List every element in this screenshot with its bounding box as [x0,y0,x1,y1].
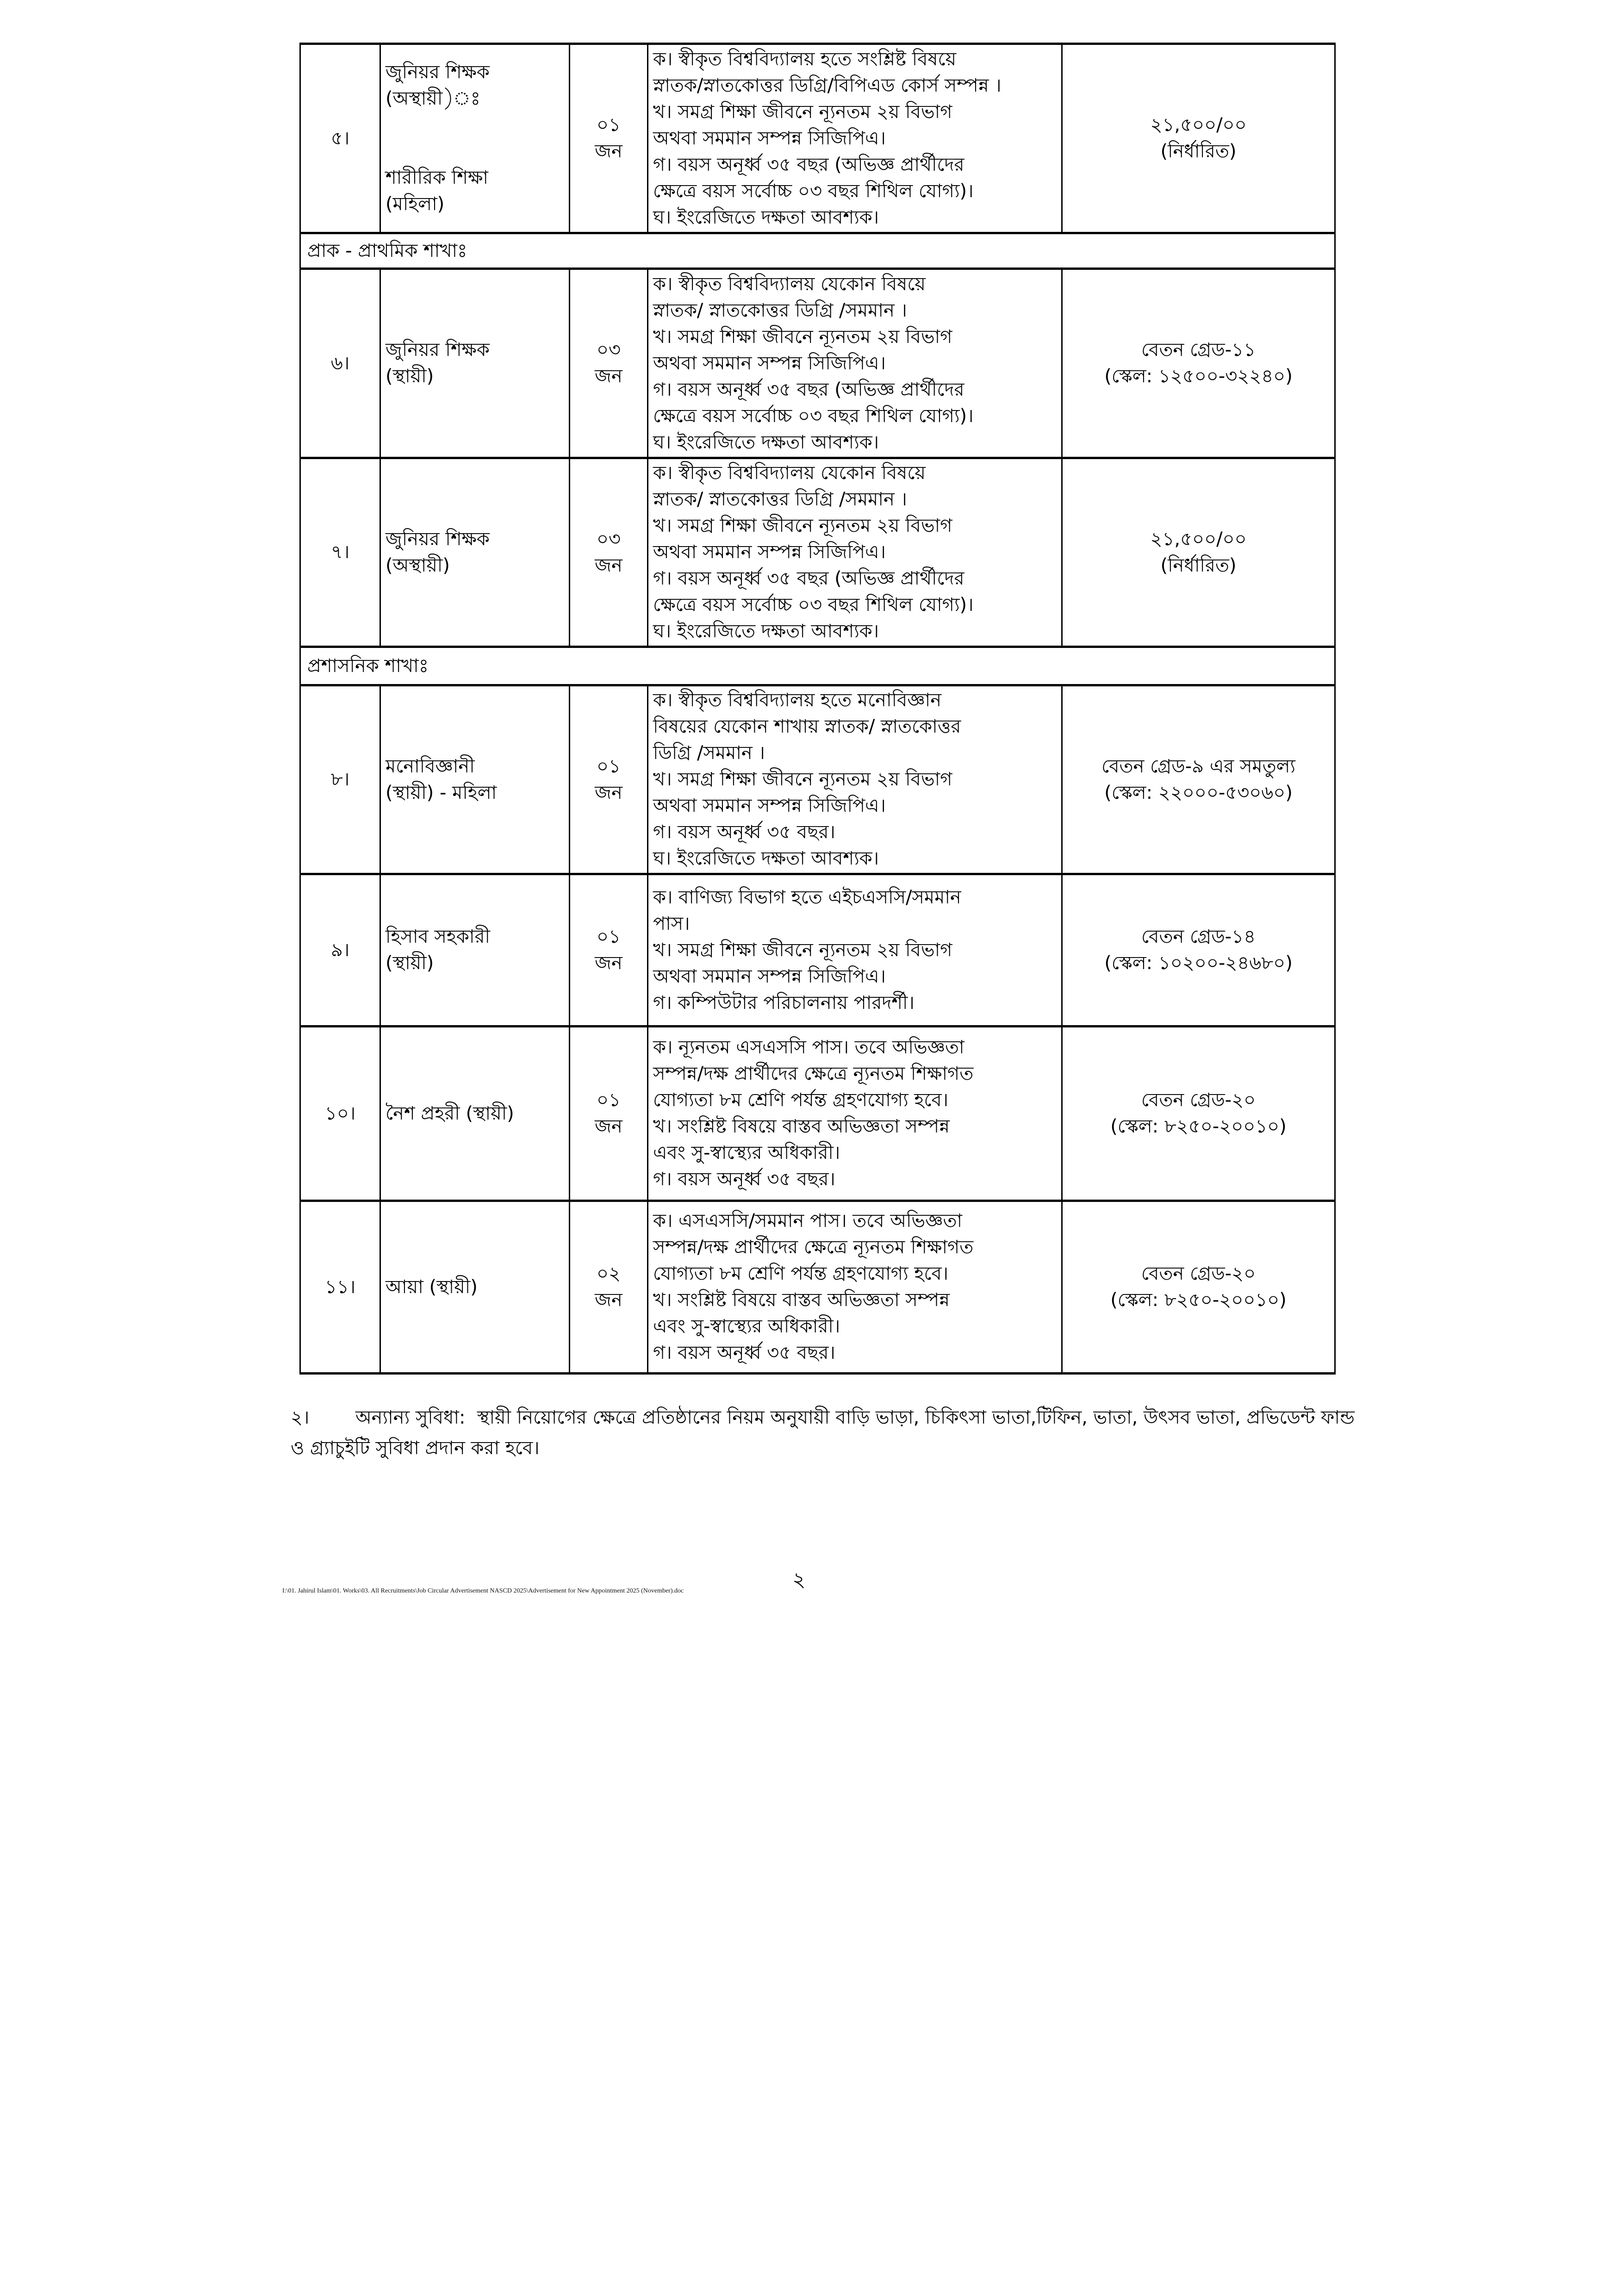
post-name-line: হিসাব সহকারী [386,926,490,947]
post-name-line: শারীরিক শিক্ষা [386,167,488,188]
pay-scale: (স্কেল: ১০২০০-২৪৬৮০) [1104,952,1293,974]
serial-number: ৭। [300,458,380,647]
post-name-line: (অস্থায়ী)ঃ [386,88,480,109]
requirement-line: ক্ষেত্রে বয়স সর্বোচ্চ ০৩ বছর শিথিল যোগ্য)। [653,405,974,427]
requirements-cell [648,269,1062,458]
requirements-cell [648,1027,1062,1201]
requirement-line: গ। বয়স অনূর্ধ্ব ৩৫ বছর (অভিজ্ঞ প্রার্থীদের [653,154,964,175]
vacancy-count-cell [570,44,648,233]
requirement-line: ক্ষেত্রে বয়স সর্বোচ্চ ০৩ বছর শিথিল যোগ্য)। [653,180,974,202]
serial-number: ১১। [300,1201,380,1374]
pay-scale-cell [1062,1201,1335,1374]
requirement-line: স্নাতক/স্নাতকোত্তর ডিগ্রি/বিপিএড কোর্স সম্পন্ন । [653,75,1002,96]
vacancy-count: ০১ [597,755,621,777]
requirement-line: অথবা সমমান সম্পন্ন সিজিপিএ। [653,795,886,816]
benefits-heading: অন্যান্য সুবিধা: [355,1407,466,1428]
vacancy-unit: জন [595,952,622,974]
requirement-line: ঘ। ইংরেজিতে দক্ষতা আবশ্যক। [653,431,879,453]
requirement-line: গ। বয়স অনূর্ধ্ব ৩৫ বছর। [653,1342,835,1363]
requirement-line: বিষয়ের যেকোন শাখায় স্নাতক/ স্নাতকোত্তর [653,716,961,737]
vacancy-count: ০১ [597,926,621,947]
requirement-line: এবং সু-স্বাস্থ্যের অধিকারী। [653,1142,840,1164]
requirement-line: সম্পন্ন/দক্ষ প্রার্থীদের ক্ষেত্রে ন্যূনতম শিক্ষাগত [653,1063,974,1084]
requirements-cell [648,874,1062,1027]
post-name-line: (স্থায়ী) [386,366,434,387]
post-name-line: (স্থায়ী) - মহিলা [386,782,497,803]
requirement-line: গ। বয়স অনূর্ধ্ব ৩৫ বছর। [653,1169,835,1190]
section-header-label: প্রশাসনিক শাখাঃ [300,647,1335,685]
pay-grade: ২১,৫০০/০০ [1150,528,1247,550]
table-row [300,269,1335,458]
requirement-line: খ। সমগ্র শিক্ষা জীবনে ন্যূনতম ২য় বিভাগ [653,769,952,790]
requirement-line: গ। বয়স অনূর্ধ্ব ৩৫ বছর। [653,821,835,843]
serial-number: ৬। [300,269,380,458]
pay-scale-cell [1062,874,1335,1027]
vacancy-count: ০১ [597,114,621,136]
requirement-line: এবং সু-স্বাস্থ্যের অধিকারী। [653,1316,840,1337]
post-name-line: (অস্থায়ী) [386,554,450,576]
job-vacancy-table [299,43,1336,1375]
requirement-line: ক। এসএসসি/সমমান পাস। তবে অভিজ্ঞতা [653,1210,963,1232]
serial-number: ৯। [300,874,380,1027]
requirement-line: ক। স্বীকৃত বিশ্ববিদ্যালয় হতে মনোবিজ্ঞান [653,690,942,711]
requirement-line: সম্পন্ন/দক্ষ প্রার্থীদের ক্ষেত্রে ন্যূনতম শিক্ষাগত [653,1237,974,1258]
pay-grade: ২১,৫০০/০০ [1150,114,1247,136]
table-row [300,685,1335,874]
requirement-line: যোগ্যতা ৮ম শ্রেণি পর্যন্ত গ্রহণযোগ্য হবে। [653,1263,949,1284]
pay-grade: বেতন গ্রেড-২০ [1141,1089,1256,1111]
requirement-line: খ। সংশ্লিষ্ট বিষয়ে বাস্তব অভিজ্ঞতা সম্পন্ন [653,1116,950,1137]
benefits-number: ২। [291,1407,310,1428]
requirement-line: অথবা সমমান সম্পন্ন সিজিপিএ। [653,352,886,374]
requirement-line: ডিগ্রি /সমমান । [653,742,765,764]
post-name-line: মনোবিজ্ঞানী [386,755,475,777]
file-path-footer: I:\01. Jahirul Islam\01. Works\03. All Recruitments\Job Circular Advertisement NASCD 2025\Advertisement for New Appointment 2025 (November).doc [282,1587,684,1594]
vacancy-count-cell [570,685,648,874]
pay-scale: (স্কেল: ১২৫০০-৩২২৪০) [1104,366,1293,387]
vacancy-unit: জন [595,554,622,576]
vacancy-unit: জন [595,141,622,162]
post-name-cell [380,44,570,233]
requirement-line: খ। সমগ্র শিক্ষা জীবনে ন্যূনতম ২য় বিভাগ [653,101,952,123]
pay-grade: বেতন গ্রেড-১৪ [1141,926,1256,947]
post-name-line: (মহিলা) [386,193,445,215]
section-header-label: প্রাক - প্রাথমিক শাখাঃ [300,233,1335,269]
requirement-line: খ। সমগ্র শিক্ষা জীবনে ন্যূনতম ২য় বিভাগ [653,515,952,536]
serial-number: ৫। [300,44,380,233]
requirements-cell [648,44,1062,233]
post-name-line: (স্থায়ী) [386,952,434,974]
vacancy-unit: জন [595,1289,622,1311]
table-row [300,1027,1335,1201]
requirement-line: গ। কম্পিউটার পরিচালনায় পারদর্শী। [653,992,915,1014]
requirement-line: ক। স্বীকৃত বিশ্ববিদ্যালয় যেকোন বিষয়ে [653,273,926,295]
requirement-line: গ। বয়স অনূর্ধ্ব ৩৫ বছর (অভিজ্ঞ প্রার্থীদের [653,379,964,400]
requirement-line: খ। সমগ্র শিক্ষা জীবনে ন্যূনতম ২য় বিভাগ [653,326,952,348]
page-number: ২ [792,1568,806,1592]
requirement-line: ক। স্বীকৃত বিশ্ববিদ্যালয় হতে সংশ্লিষ্ট বিষয়ে [653,48,957,70]
section-header-row [300,233,1335,269]
requirement-line: গ। বয়স অনূর্ধ্ব ৩৫ বছর (অভিজ্ঞ প্রার্থীদের [653,568,964,589]
pay-scale: (স্কেল: ৮২৫০-২০০১০) [1110,1289,1287,1311]
serial-number: ৮। [300,685,380,874]
requirement-line: ক। স্বীকৃত বিশ্ববিদ্যালয় যেকোন বিষয়ে [653,462,926,484]
requirement-line: ক। ন্যূনতম এসএসসি পাস। তবে অভিজ্ঞতা [653,1037,964,1058]
requirement-line: অথবা সমমান সম্পন্ন সিজিপিএ। [653,541,886,563]
vacancy-unit: জন [595,782,622,803]
requirement-line: স্নাতক/ স্নাতকোত্তর ডিগ্রি /সমমান । [653,489,907,510]
benefits-text: স্থায়ী নিয়োগের ক্ষেত্রে প্রতিষ্ঠানের নিয়ম অনুযায়ী বাড়ি ভাড়া, চিকিৎসা ভাতা,টিফিন, ভাতা, উৎসব ভাতা, প্রভিডেন্ট ফান্ড ও গ্র্যাচুইটি সুবিধা প্রদান করা হবে। [291,1407,1355,1459]
vacancy-count: ০৩ [596,528,621,550]
benefits-paragraph [291,1402,1355,1463]
requirement-line: স্নাতক/ স্নাতকোত্তর ডিগ্রি /সমমান । [653,299,907,321]
table-row [300,458,1335,647]
requirement-line: যোগ্যতা ৮ম শ্রেণি পর্যন্ত গ্রহণযোগ্য হবে। [653,1089,949,1111]
table-row [300,44,1335,233]
requirement-line: খ। সংশ্লিষ্ট বিষয়ে বাস্তব অভিজ্ঞতা সম্পন্ন [653,1289,950,1311]
post-name-cell [380,874,570,1027]
pay-scale-cell [1062,269,1335,458]
post-name-line: জুনিয়র শিক্ষক [386,62,490,83]
requirement-line: ক্ষেত্রে বয়স সর্বোচ্চ ০৩ বছর শিথিল যোগ্য)। [653,594,974,616]
post-name-cell [380,269,570,458]
vacancy-count: ০২ [596,1263,621,1284]
post-name-cell [380,1201,570,1374]
post-name-line: আয়া (স্থায়ী) [386,1276,478,1298]
post-name-cell [380,685,570,874]
requirement-line: অথবা সমমান সম্পন্ন সিজিপিএ। [653,127,886,149]
post-name-line: জুনিয়র শিক্ষক [386,528,490,550]
pay-scale: (নির্ধারিত) [1160,141,1237,162]
pay-scale-cell [1062,1027,1335,1201]
requirement-line: অথবা সমমান সম্পন্ন সিজিপিএ। [653,965,886,987]
pay-grade: বেতন গ্রেড-২০ [1141,1263,1256,1284]
vacancy-count: ০৩ [596,339,621,361]
requirements-cell [648,685,1062,874]
vacancy-count-cell [570,1201,648,1374]
vacancy-count-cell [570,269,648,458]
table-row [300,874,1335,1027]
vacancy-count-cell [570,1027,648,1201]
post-name-cell [380,1027,570,1201]
requirement-line: ঘ। ইংরেজিতে দক্ষতা আবশ্যক। [653,848,879,869]
requirement-line: ঘ। ইংরেজিতে দক্ষতা আবশ্যক। [653,206,879,228]
pay-grade: বেতন গ্রেড-৯ এর সমতুল্য [1101,755,1296,777]
requirement-line: ঘ। ইংরেজিতে দক্ষতা আবশ্যক। [653,621,879,642]
vacancy-count-cell [570,458,648,647]
requirements-cell [648,458,1062,647]
vacancy-count: ০১ [597,1089,621,1111]
post-name-line: জুনিয়র শিক্ষক [386,339,490,361]
job-vacancy-table-body [300,44,1335,1374]
requirements-cell [648,1201,1062,1374]
section-header-row [300,647,1335,685]
vacancy-unit: জন [595,366,622,387]
pay-scale-cell [1062,685,1335,874]
requirement-line: ক। বাণিজ্য বিভাগ হতে এইচএসসি/সমমান [653,886,961,908]
pay-scale: (স্কেল: ৮২৫০-২০০১০) [1110,1116,1287,1137]
vacancy-count-cell [570,874,648,1027]
vacancy-unit: জন [595,1116,622,1137]
pay-scale-cell [1062,458,1335,647]
serial-number: ১০। [300,1027,380,1201]
pay-grade: বেতন গ্রেড-১১ [1141,339,1256,361]
requirement-line: পাস। [653,913,690,934]
post-name-line [386,112,564,165]
pay-scale: (স্কেল: ২২০০০-৫৩০৬০) [1104,782,1293,803]
pay-scale-cell [1062,44,1335,233]
table-row [300,1201,1335,1374]
requirement-line: খ। সমগ্র শিক্ষা জীবনে ন্যূনতম ২য় বিভাগ [653,939,952,961]
post-name-line: নৈশ প্রহরী (স্থায়ী) [386,1102,514,1124]
pay-scale: (নির্ধারিত) [1160,554,1237,576]
post-name-cell [380,458,570,647]
